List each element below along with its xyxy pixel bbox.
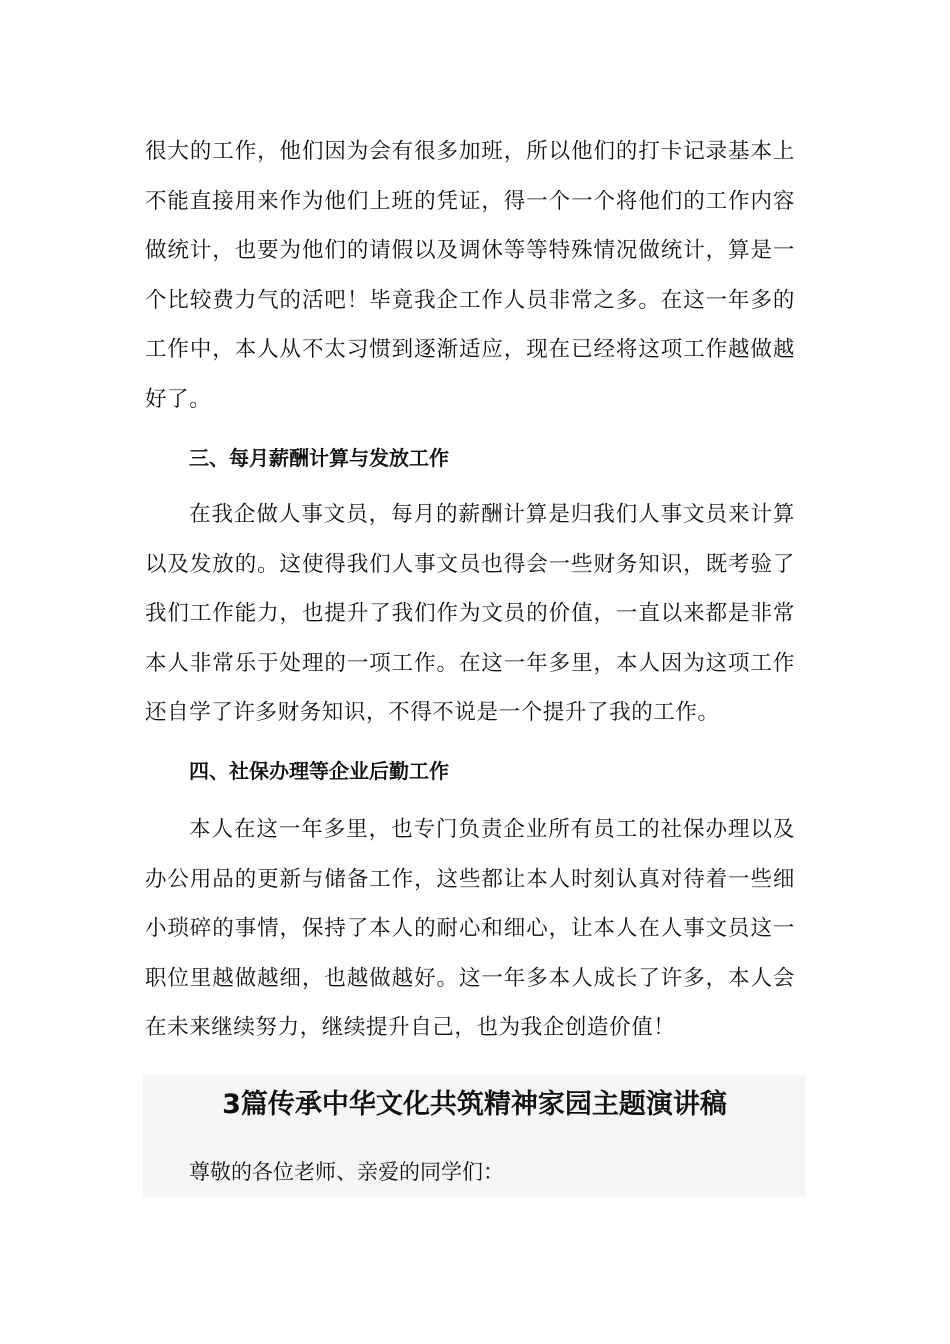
next-document-preview bbox=[143, 1075, 806, 1197]
section-heading-social-security: 四、社保办理等企业后勤工作 bbox=[189, 759, 449, 783]
speech-greeting: 尊敬的各位老师、亲爱的同学们： bbox=[189, 1160, 504, 1184]
section-heading-salary: 三、每月薪酬计算与发放工作 bbox=[189, 446, 449, 470]
paragraph-salary: 在我企做人事文员，每月的薪酬计算是归我们人事文员来计算以及发放的。这使得我们人事文员也得会一些财务知识，既考验了我们工作能力，也提升了我们作为文员的价值，一直以来都是非常本人非常乐于处理的一项工作。在这一年多里，本人因为这项工作还自学了许多财务知识，不得不说是一个提升了我的工作。 bbox=[145, 502, 795, 725]
paragraph-attendance-stats: 很大的工作，他们因为会有很多加班，所以他们的打卡记录基本上不能直接用来作为他们上班的凭证，得一个一个将他们的工作内容做统计，也要为他们的请假以及调休等等特殊情况做统计，算是一个比较费力气的活吧！毕竟我企工作人员非常之多。在这一年多的工作中，本人从不太习惯到逐渐适应，现在已经将这项工作越做越好了。 bbox=[145, 139, 795, 412]
paragraph-social-security: 本人在这一年多里，也专门负责企业所有员工的社保办理以及办公用品的更新与储备工作，这些都让本人时刻认真对待着一些细小琐碎的事情，保持了本人的耐心和细心，让本人在人事文员这一职位里越做越细，也越做越好。这一年多本人成长了许多，本人会在未来继续努力，继续提升自己，也为我企创造价值！ bbox=[145, 817, 795, 1040]
next-document-title: 3篇传承中华文化共筑精神家园主题演讲稿 bbox=[222, 1089, 727, 1120]
